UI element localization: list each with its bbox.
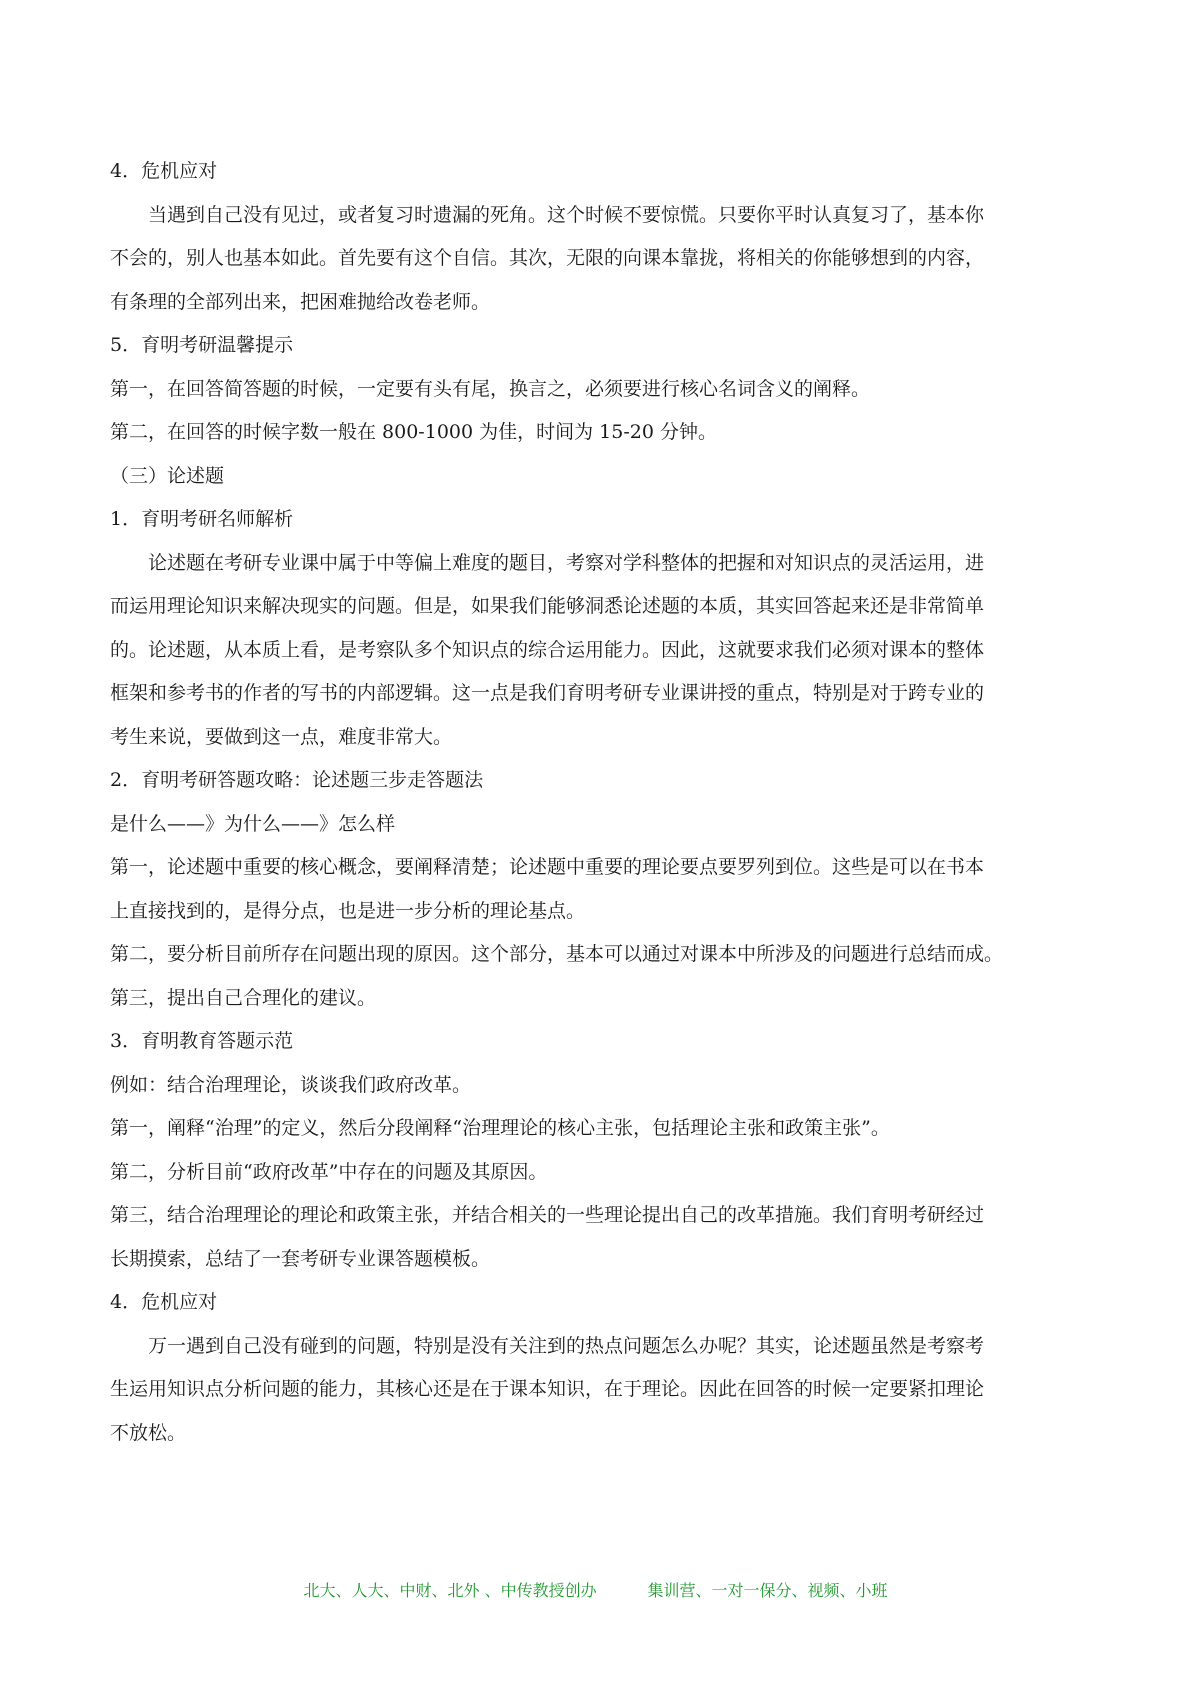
section-heading-crisis-response: 4．危机应对	[110, 160, 218, 182]
paragraph-line: 第二，在回答的时候字数一般在 800-1000 为佳，时间为 15-20 分钟。	[110, 421, 717, 443]
paragraph-line: 上直接找到的，是得分点，也是进一步分析的理论基点。	[110, 899, 586, 922]
paragraph-line: 考生来说，要做到这一点，难度非常大。	[110, 725, 453, 748]
section-heading-example: 3．育明教育答题示范	[110, 1030, 294, 1052]
section-heading-strategy: 2．育明考研答题攻略：论述题三步走答题法	[110, 769, 484, 791]
paragraph-line: 的。论述题，从本质上看，是考察队多个知识点的综合运用能力。因此，这就要求我们必须对课本的整体	[110, 638, 985, 661]
paragraph-line: 有条理的全部列出来，把困难抛给改卷老师。	[110, 290, 491, 313]
section-heading-crisis-response-2: 4．危机应对	[110, 1291, 218, 1313]
paragraph-line: 第一，在回答简答题的时候，一定要有头有尾，换言之，必须要进行核心名词含义的阐释。	[110, 377, 871, 400]
paragraph-line: 生运用知识点分析问题的能力，其核心还是在于课本知识，在于理论。因此在回答的时候一定要紧扣理论	[110, 1378, 985, 1400]
page-footer-banner: 北大、人大、中财、北外 、中传教授创办 集训营、一对一保分、视频、小班	[303, 1581, 888, 1600]
paragraph-line: 当遇到自己没有见过，或者复习时遗漏的死角。这个时候不要惊慌。只要你平时认真复习了，基本你	[148, 203, 985, 226]
paragraph-line: 不放松。	[110, 1421, 187, 1444]
section-heading-analysis: 1．育明考研名师解析	[110, 508, 294, 530]
paragraph-line: 框架和参考书的作者的写书的内部逻辑。这一点是我们育明考研专业课讲授的重点，特别是对于跨专业的	[110, 682, 985, 704]
paragraph-line: 例如：结合治理理论，谈谈我们政府改革。	[110, 1073, 472, 1096]
section-heading-tips: 5．育明考研温馨提示	[110, 334, 294, 356]
part-heading-essay: （三）论述题	[110, 464, 225, 487]
paragraph-line: 不会的，别人也基本如此。首先要有这个自信。其次，无限的向课本靠拢，将相关的你能够想到的内容，	[110, 247, 985, 269]
paragraph-line: 长期摸索，总结了一套考研专业课答题模板。	[110, 1247, 491, 1270]
paragraph-line: 第二，分析目前“政府改革”中存在的问题及其原因。	[110, 1160, 548, 1183]
paragraph-line: 论述题在考研专业课中属于中等偏上难度的题目，考察对学科整体的把握和对知识点的灵活运用，进	[148, 551, 985, 574]
paragraph-line: 第三，提出自己合理化的建议。	[110, 986, 377, 1009]
document-body	[110, 150, 1085, 1455]
paragraph-line: 第一，论述题中重要的核心概念，要阐释清楚；论述题中重要的理论要点要罗列到位。这些是可以在书本	[110, 856, 985, 878]
paragraph-line: 是什么——》为什么——》怎么样	[110, 812, 396, 835]
paragraph-line: 第二，要分析目前所存在问题出现的原因。这个部分，基本可以通过对课本中所涉及的问题进行总结而成。	[110, 943, 1004, 965]
paragraph-line: 第一，阐释“治理”的定义，然后分段阐释“治理理论的核心主张，包括理论主张和政策主张”。	[110, 1117, 890, 1139]
paragraph-line: 万一遇到自己没有碰到的问题，特别是没有关注到的热点问题怎么办呢？其实，论述题虽然是考察考	[148, 1334, 985, 1357]
paragraph-line: 第三，结合治理理论的理论和政策主张，并结合相关的一些理论提出自己的改革措施。我们育明考研经过	[110, 1204, 985, 1226]
paragraph-line: 而运用理论知识来解决现实的问题。但是，如果我们能够洞悉论述题的本质，其实回答起来还是非常简单	[110, 595, 985, 617]
